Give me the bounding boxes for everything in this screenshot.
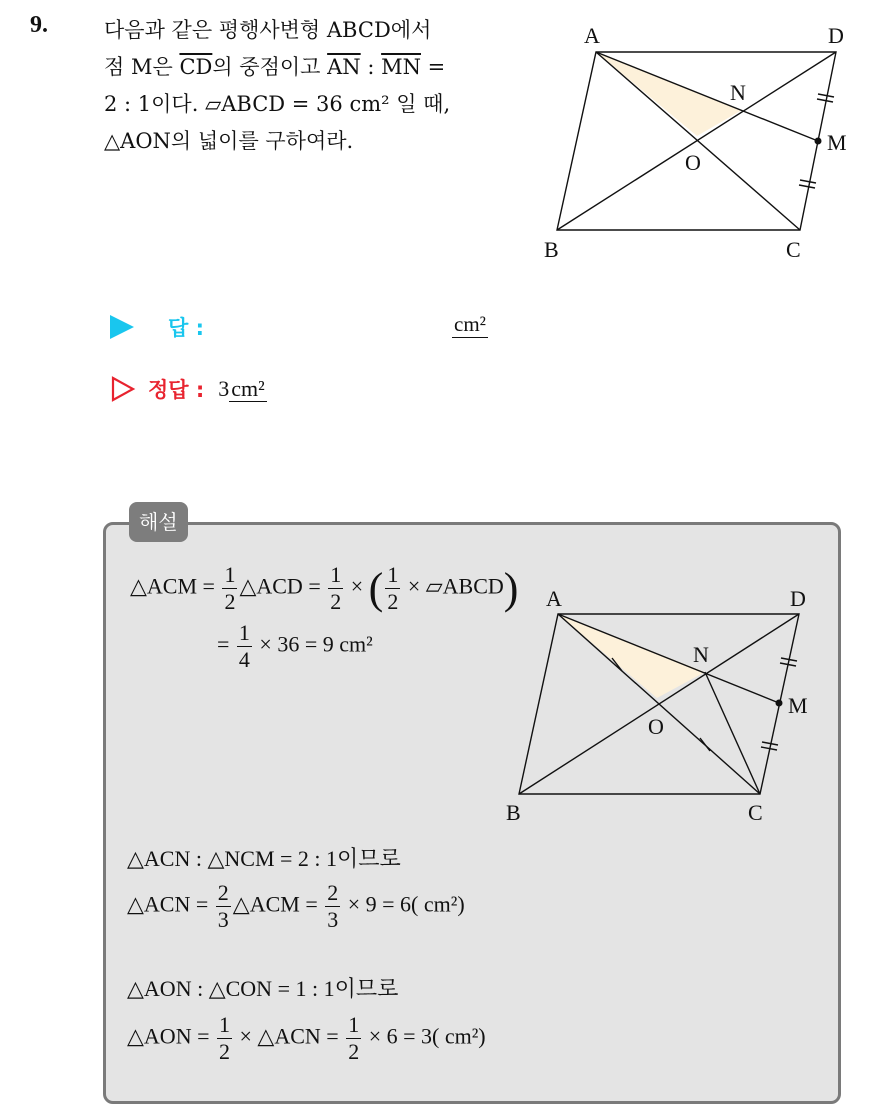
solution-line-4 — [127, 880, 465, 933]
answer-label: 답 : — [168, 316, 204, 340]
correct-number: 3 — [218, 376, 230, 401]
question-line-4: △AON의 넓이를 구하여라. — [104, 129, 354, 153]
frac-l4-1 — [216, 880, 231, 933]
label-a: A — [584, 23, 600, 48]
sol-l1-d: × ▱ABCD — [407, 573, 504, 599]
frac-l6-2 — [346, 1012, 361, 1065]
tick-dm-2 — [817, 99, 833, 102]
q-line2-mid: 의 중점이고 — [212, 55, 328, 79]
frac-den: 2 — [330, 589, 342, 614]
frac-den: 2 — [348, 1039, 360, 1064]
frac-num: 1 — [330, 562, 342, 587]
point-m — [815, 138, 822, 145]
correct-label: 정답 : — [148, 378, 205, 402]
frac-den: 3 — [327, 907, 339, 932]
sol-label-m: M — [788, 693, 808, 718]
solution-tag: 해설 — [129, 502, 188, 542]
frac-num: 1 — [238, 620, 250, 645]
sol-l4-a: △ACN = — [127, 891, 209, 917]
sol-label-d: D — [790, 586, 806, 611]
frac-num: 2 — [217, 880, 229, 905]
play-arrow-icon — [110, 315, 134, 339]
solution-line-1 — [130, 562, 518, 615]
sol-l6-b: × △ACN = — [239, 1023, 339, 1049]
sol-l6-c: × 6 = 3( cm²) — [368, 1023, 486, 1049]
question-line-2 — [104, 49, 524, 86]
correct-unit: cm² — [231, 376, 265, 401]
frac-num: 1 — [387, 562, 399, 587]
frac-den: 2 — [224, 589, 236, 614]
sol-tick-oc — [700, 738, 710, 751]
paren-open: ( — [368, 564, 384, 613]
sol-label-c: C — [748, 800, 763, 825]
diagonal-bd — [557, 52, 836, 230]
sol-l2-a: = — [217, 631, 230, 657]
frac-l1-1 — [222, 562, 237, 615]
q-line2-colon: : — [360, 55, 382, 79]
sol-shaded-triangle-aon — [558, 614, 705, 698]
tick-mc-1 — [800, 180, 816, 183]
frac-num: 1 — [219, 1012, 230, 1037]
frac-den: 2 — [387, 589, 399, 614]
sol-l4-b: △ACM = — [232, 891, 318, 917]
label-m: M — [827, 130, 847, 155]
solution-line-6 — [127, 1012, 486, 1065]
frac-l1-2 — [328, 562, 343, 615]
sol-diagonal-bd — [519, 614, 799, 794]
q-line2-pre: 점 M은 — [104, 55, 180, 79]
shaded-triangle-aon — [596, 52, 742, 136]
frac-num: 1 — [224, 562, 236, 587]
label-o: O — [685, 150, 701, 175]
question-line-3: 2 : 1이다. ▱ABCD = 36 cm² 일 때, — [104, 92, 451, 116]
solution-line-5: △AON : △CON = 1 : 1이므로 — [127, 976, 399, 1001]
outline-arrow-icon — [110, 376, 136, 402]
solution-line-2 — [217, 620, 373, 673]
sol-label-o: O — [648, 714, 664, 739]
label-d: D — [828, 23, 844, 48]
frac-den: 3 — [217, 907, 229, 932]
sol-label-n: N — [693, 642, 709, 667]
question-figure — [530, 18, 860, 268]
sol-l1-b: △ACD = — [239, 573, 321, 599]
tick-dm-1 — [818, 94, 834, 97]
sol-l4-c: × 9 = 6( cm²) — [347, 891, 465, 917]
paren-close: ) — [503, 564, 519, 613]
label-c: C — [786, 237, 801, 262]
frac-den: 2 — [219, 1039, 230, 1064]
segment-cd: $\overline{CD}$ — [179, 55, 213, 79]
sol-l2-b: × 36 = 9 cm² — [259, 631, 373, 657]
question-line-1: 다음과 같은 평행사변형 ABCD에서 — [104, 18, 432, 42]
question-text — [104, 12, 524, 160]
q-line2-eq: = — [421, 55, 446, 79]
frac-l6-1 — [217, 1012, 232, 1065]
solution-line-3: △ACN : △NCM = 2 : 1이므로 — [127, 846, 401, 871]
frac-num: 2 — [327, 880, 339, 905]
frac-l1-3 — [385, 562, 400, 615]
frac-den: 4 — [238, 647, 250, 672]
sol-l1-a: △ACM = — [130, 573, 215, 599]
frac-num: 1 — [348, 1012, 360, 1037]
answer-input-unit[interactable]: cm² — [454, 312, 486, 336]
tick-mc-2 — [799, 185, 815, 188]
solution-figure — [500, 580, 830, 830]
sol-segment-nc — [705, 672, 760, 794]
sol-label-a: A — [546, 586, 562, 611]
question-number: 9. — [30, 12, 48, 38]
sol-label-b: B — [506, 800, 521, 825]
frac-l4-2 — [325, 880, 340, 933]
label-b: B — [544, 237, 559, 262]
answer-row — [110, 312, 204, 342]
correct-answer-row — [110, 374, 267, 404]
sol-point-m — [776, 700, 783, 707]
correct-value — [218, 376, 266, 402]
segment-an: $\overline{AN}$ — [327, 55, 361, 79]
label-n: N — [730, 80, 746, 105]
sol-l6-a: △AON = — [127, 1023, 210, 1049]
segment-mn: $\overline{MN}$ — [381, 55, 421, 79]
sol-l1-c: × — [350, 573, 364, 599]
frac-l2 — [237, 620, 252, 673]
diagonal-ac — [596, 52, 800, 230]
